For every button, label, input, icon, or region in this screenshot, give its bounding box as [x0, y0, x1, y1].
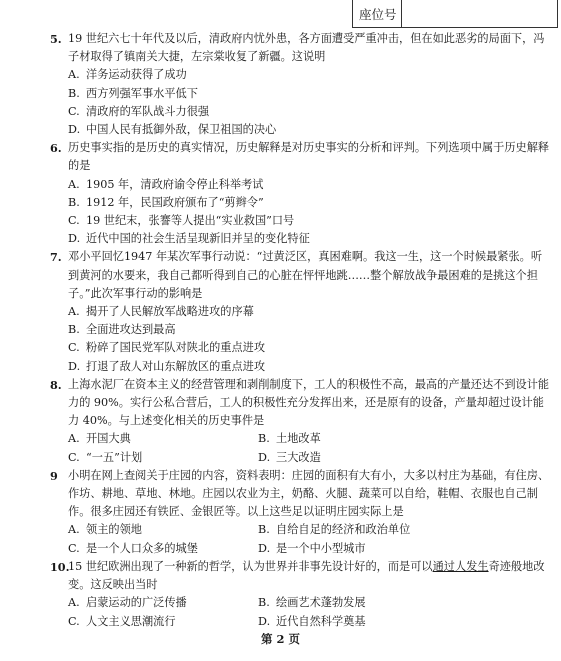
option-text: 全面进攻达到最高 [86, 323, 176, 337]
option-letter: A. [68, 177, 80, 191]
option-text: “一五”计划 [86, 450, 143, 464]
option-row [50, 521, 550, 539]
question-stem: 19 世纪六七十年代及以后，清政府内忧外患，各方面遭受严重冲击，但在如此恶劣的局面下，冯子材取得了镇南关大捷，左宗棠收复了新疆。这说明 [68, 32, 545, 64]
question-7 [50, 248, 550, 375]
option-a [50, 66, 550, 84]
option-text: 西方列强军事水平低下 [86, 86, 198, 100]
option-a [68, 521, 258, 539]
option-letter: A. [68, 596, 80, 610]
option-row [50, 449, 550, 467]
question-stem: 邓小平回忆1947 年某次军事行动说：“过黄泛区，真困难啊。我这一生，这一个时候最紧张。听到黄河的水要来，我自己都听得到自己的心脏在怦怦地跳……整个解放战争最困难的是挑这个担子。”此次军事行动的影响是 [68, 250, 543, 300]
question-5 [50, 30, 550, 139]
option-d [258, 449, 448, 467]
option-row [50, 613, 550, 631]
option-text: 人文主义思潮流行 [86, 614, 176, 628]
option-a [50, 176, 550, 194]
question-number: 7. [50, 250, 62, 265]
option-d [50, 358, 550, 376]
question-stem: 小明在网上查阅关于庄园的内容，资料表明：庄园的面积有大有小，大多以村庄为基础，有住房、作坊、耕地、草地、林地。庄园以农业为主，奶酪、火腿、蔬菜可以自给，鞋帽、衣服也自己制作。很多庄园还有铁匠、金银匠等。以上这些足以证明庄园实际上是 [68, 468, 550, 519]
option-letter: D. [258, 614, 271, 628]
option-text: 是一个中小型城市 [276, 541, 366, 555]
option-letter: C. [68, 450, 80, 464]
option-b [258, 594, 448, 612]
option-text: 19 世纪末，张謇等人提出“实业救国”口号 [86, 214, 295, 228]
question-number: 10. [50, 559, 70, 574]
option-c [68, 449, 258, 467]
option-letter: B. [258, 523, 270, 537]
question-number: 5. [50, 32, 62, 46]
option-a [50, 303, 550, 321]
option-letter: B. [68, 195, 80, 209]
seat-number-label: 座位号 [359, 7, 397, 22]
option-letter: B. [68, 86, 80, 100]
question-number: 9 [50, 468, 58, 483]
option-letter: C. [68, 541, 80, 555]
option-text: 自给自足的经济和政治单位 [276, 523, 411, 537]
option-letter: C. [68, 104, 80, 118]
option-row [50, 430, 550, 448]
option-c [68, 613, 258, 631]
option-letter: D. [258, 450, 271, 464]
option-letter: A. [68, 305, 80, 319]
option-c [68, 540, 258, 558]
option-text: 近代中国的社会生活呈现新旧并呈的变化特征 [86, 232, 310, 246]
question-list [50, 30, 550, 631]
question-number: 6. [50, 141, 62, 156]
option-text: 1912 年，民国政府颁布了“剪辫令” [86, 195, 264, 209]
option-b [50, 194, 550, 212]
option-letter: C. [68, 614, 80, 628]
option-text: 启蒙运动的广泛传播 [86, 596, 187, 610]
option-c [50, 339, 550, 357]
option-text: 打退了敌人对山东解放区的重点进攻 [86, 359, 266, 373]
question-8 [50, 376, 550, 467]
option-letter: B. [258, 432, 270, 446]
stem-underlined: 通过人发生 [432, 559, 489, 573]
stem-part: 奇迹般地改变。这反映出当时 [68, 559, 545, 592]
option-text: 三大改造 [276, 450, 321, 464]
option-letter: A. [68, 523, 80, 537]
question-stem: 上海水泥厂在资本主义的经营管理和剥削制度下，工人的积极性不高，最高的产量还达不到设计能力的 90%。实行公私合营后，工人的积极性充分发挥出来，还是原有的设备，产量却超过设计能力 40%。与上述变化相关的历史事件是 [68, 377, 550, 428]
option-letter: B. [68, 323, 80, 337]
seat-number-cell [401, 0, 402, 27]
option-text: 中国人民有抵御外敌，保卫祖国的决心 [86, 123, 277, 137]
option-text: 1905 年，清政府谕令停止科举考试 [86, 177, 264, 191]
option-a [68, 594, 258, 612]
option-d [50, 121, 550, 139]
option-letter: D. [68, 232, 81, 246]
option-d [258, 540, 448, 558]
option-b [50, 85, 550, 103]
question-6 [50, 139, 550, 248]
option-text: 是一个人口众多的城堡 [86, 541, 198, 555]
option-b [50, 321, 550, 339]
option-d [50, 230, 550, 248]
option-c [50, 212, 550, 230]
option-text: 土地改革 [276, 432, 321, 446]
option-text: 开国大典 [86, 432, 131, 446]
option-b [258, 430, 448, 448]
option-d [258, 613, 448, 631]
option-c [50, 103, 550, 121]
option-letter: C. [68, 341, 80, 355]
option-text: 洋务运动获得了成功 [86, 68, 187, 82]
option-row [50, 540, 550, 558]
option-text: 绘画艺术蓬勃发展 [276, 596, 366, 610]
option-letter: B. [258, 596, 270, 610]
question-10 [50, 558, 550, 631]
option-row [50, 594, 550, 612]
option-letter: C. [68, 214, 80, 228]
question-stem [68, 558, 550, 594]
seat-number-box [352, 0, 558, 28]
option-text: 清政府的军队战斗力很强 [86, 104, 210, 118]
option-text: 粉碎了国民党军队对陕北的重点进攻 [86, 341, 266, 355]
option-letter: D. [68, 359, 81, 373]
option-letter: D. [258, 541, 271, 555]
page-number: 第 2 页 [260, 632, 300, 646]
question-9 [50, 467, 550, 558]
option-b [258, 521, 448, 539]
option-text: 揭开了人民解放军战略进攻的序幕 [86, 305, 254, 319]
question-stem: 历史事实指的是历史的真实情况，历史解释是对历史事实的分析和评判。下列选项中属于历史解释的是 [68, 141, 550, 173]
option-text: 近代自然科学奠基 [276, 614, 366, 628]
stem-part: 15 世纪欧洲出现了一种新的哲学，认为世界并非事先设计好的，而是可以 [68, 559, 433, 573]
question-number: 8. [50, 377, 62, 392]
option-a [68, 430, 258, 448]
option-letter: A. [68, 68, 80, 82]
option-letter: A. [68, 432, 80, 446]
option-text: 领主的领地 [86, 523, 142, 537]
option-letter: D. [68, 123, 81, 137]
